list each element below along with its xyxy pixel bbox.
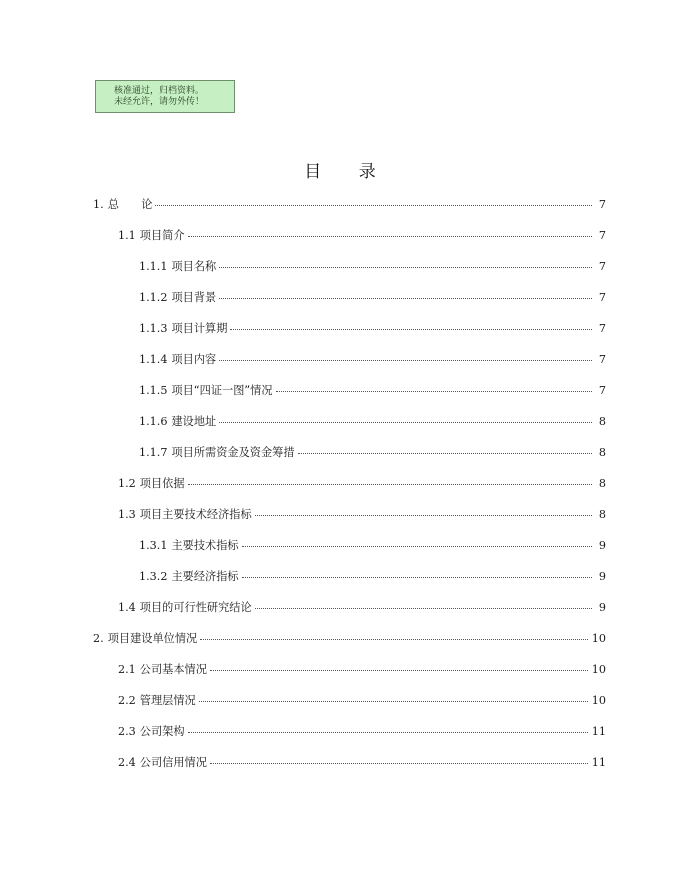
- toc-entry-1-3[interactable]: [118, 506, 606, 526]
- toc-entry-page: 8: [598, 477, 606, 490]
- toc-leader-dots: [242, 577, 592, 578]
- toc-entry-number: 2.2: [118, 694, 136, 707]
- toc-leader-dots: [242, 546, 592, 547]
- toc-entry-page: 9: [598, 539, 606, 552]
- toc-entry-1-1-2[interactable]: [139, 289, 606, 309]
- toc-leader-dots: [155, 205, 592, 206]
- toc-entry-2[interactable]: [93, 630, 606, 650]
- toc-entry-number: 1.1: [118, 229, 136, 242]
- toc-entry-label: 项目名称: [171, 260, 217, 273]
- toc-entry-page: 11: [591, 725, 606, 738]
- toc-entry-page: 7: [598, 260, 606, 273]
- toc-entry-label: 管理层情况: [139, 694, 196, 707]
- toc-leader-dots: [298, 453, 592, 454]
- toc-entry-number: 1.3.2: [139, 570, 168, 583]
- toc-entry-label: 项目背景: [171, 291, 217, 304]
- toc-leader-dots: [210, 763, 588, 764]
- toc-leader-dots: [188, 484, 592, 485]
- toc-entry-label: 项目简介: [139, 229, 185, 242]
- toc-leader-dots: [188, 236, 592, 237]
- toc-entry-page: 11: [591, 756, 606, 769]
- toc-entry-label: 项目“四证一图”情况: [171, 384, 273, 397]
- toc-entry-2-1[interactable]: [118, 661, 606, 681]
- toc-entry-page: 8: [598, 508, 606, 521]
- toc-leader-dots: [219, 298, 592, 299]
- toc-leader-dots: [255, 515, 592, 516]
- toc-leader-dots: [219, 422, 592, 423]
- toc-entry-label: 公司架构: [139, 725, 185, 738]
- toc-entry-page: 7: [598, 384, 606, 397]
- toc-entry-number: 2.1: [118, 663, 136, 676]
- stamp-line-1: 核准通过，归档资料。: [114, 86, 205, 96]
- toc-entry-number: 1.: [93, 198, 104, 211]
- toc-entry-2-2[interactable]: [118, 692, 606, 712]
- toc-leader-dots: [230, 329, 592, 330]
- toc-entry-2-3[interactable]: [118, 723, 606, 743]
- toc-entry-1[interactable]: [93, 196, 606, 216]
- toc-entry-label: 总 论: [107, 198, 153, 211]
- toc-leader-dots: [255, 608, 592, 609]
- toc-entry-number: 2.: [93, 632, 104, 645]
- toc-leader-dots: [199, 701, 588, 702]
- toc-entry-1-1-1[interactable]: [139, 258, 606, 278]
- toc-entry-page: 10: [591, 694, 606, 707]
- toc-entry-number: 1.3: [118, 508, 136, 521]
- toc-entry-page: 8: [598, 446, 606, 459]
- toc-entry-2-4[interactable]: [118, 754, 606, 774]
- toc-entry-page: 10: [591, 663, 606, 676]
- toc-entry-page: 10: [591, 632, 606, 645]
- toc-entry-number: 1.3.1: [139, 539, 168, 552]
- toc-entry-1-3-2[interactable]: [139, 568, 606, 588]
- toc-entry-page: 9: [598, 570, 606, 583]
- toc-leader-dots: [219, 360, 592, 361]
- toc-entry-label: 建设地址: [171, 415, 217, 428]
- toc-entry-label: 项目计算期: [171, 322, 228, 335]
- toc-entry-label: 项目所需资金及资金筹措: [171, 446, 295, 459]
- toc-leader-dots: [188, 732, 588, 733]
- toc-entry-label: 公司信用情况: [139, 756, 207, 769]
- confidential-stamp: [95, 80, 235, 113]
- toc-entry-label: 项目主要技术经济指标: [139, 508, 252, 521]
- toc-entry-number: 2.4: [118, 756, 136, 769]
- toc-entry-number: 1.1.1: [139, 260, 168, 273]
- toc-entry-number: 1.2: [118, 477, 136, 490]
- toc-entry-number: 1.1.3: [139, 322, 168, 335]
- toc-entry-1-1-6[interactable]: [139, 413, 606, 433]
- toc-entry-label: 项目内容: [171, 353, 217, 366]
- toc-entry-number: 1.1.2: [139, 291, 168, 304]
- toc-entry-page: 8: [598, 415, 606, 428]
- toc-entry-page: 7: [598, 353, 606, 366]
- toc-entry-1-1-4[interactable]: [139, 351, 606, 371]
- toc-entry-1-1-3[interactable]: [139, 320, 606, 340]
- stamp-line-2: 未经允许，请勿外传！: [114, 97, 205, 107]
- toc-entry-label: 主要技术指标: [171, 539, 239, 552]
- toc-entry-label: 项目的可行性研究结论: [139, 601, 252, 614]
- toc-entry-number: 1.4: [118, 601, 136, 614]
- toc-entry-label: 项目依据: [139, 477, 185, 490]
- toc-entry-1-3-1[interactable]: [139, 537, 606, 557]
- toc-title: 目 录: [304, 162, 392, 182]
- toc-entry-number: 1.1.4: [139, 353, 168, 366]
- toc-entry-page: 7: [598, 229, 606, 242]
- toc-entry-number: 2.3: [118, 725, 136, 738]
- toc-entry-number: 1.1.5: [139, 384, 168, 397]
- toc-entry-number: 1.1.7: [139, 446, 168, 459]
- toc-leader-dots: [276, 391, 592, 392]
- toc-entry-1-1-5[interactable]: [139, 382, 606, 402]
- toc-leader-dots: [219, 267, 592, 268]
- toc-entry-1-1[interactable]: [118, 227, 606, 247]
- toc-entry-label: 公司基本情况: [139, 663, 207, 676]
- toc-leader-dots: [210, 670, 588, 671]
- toc-entry-page: 7: [598, 322, 606, 335]
- toc-entry-page: 7: [598, 198, 606, 211]
- toc-entry-page: 9: [598, 601, 606, 614]
- toc-entry-number: 1.1.6: [139, 415, 168, 428]
- toc-leader-dots: [200, 639, 588, 640]
- toc-entry-1-4[interactable]: [118, 599, 606, 619]
- toc-entry-label: 项目建设单位情况: [107, 632, 198, 645]
- toc-entry-page: 7: [598, 291, 606, 304]
- toc-entry-1-1-7[interactable]: [139, 444, 606, 464]
- toc-entry-1-2[interactable]: [118, 475, 606, 495]
- toc-entry-label: 主要经济指标: [171, 570, 239, 583]
